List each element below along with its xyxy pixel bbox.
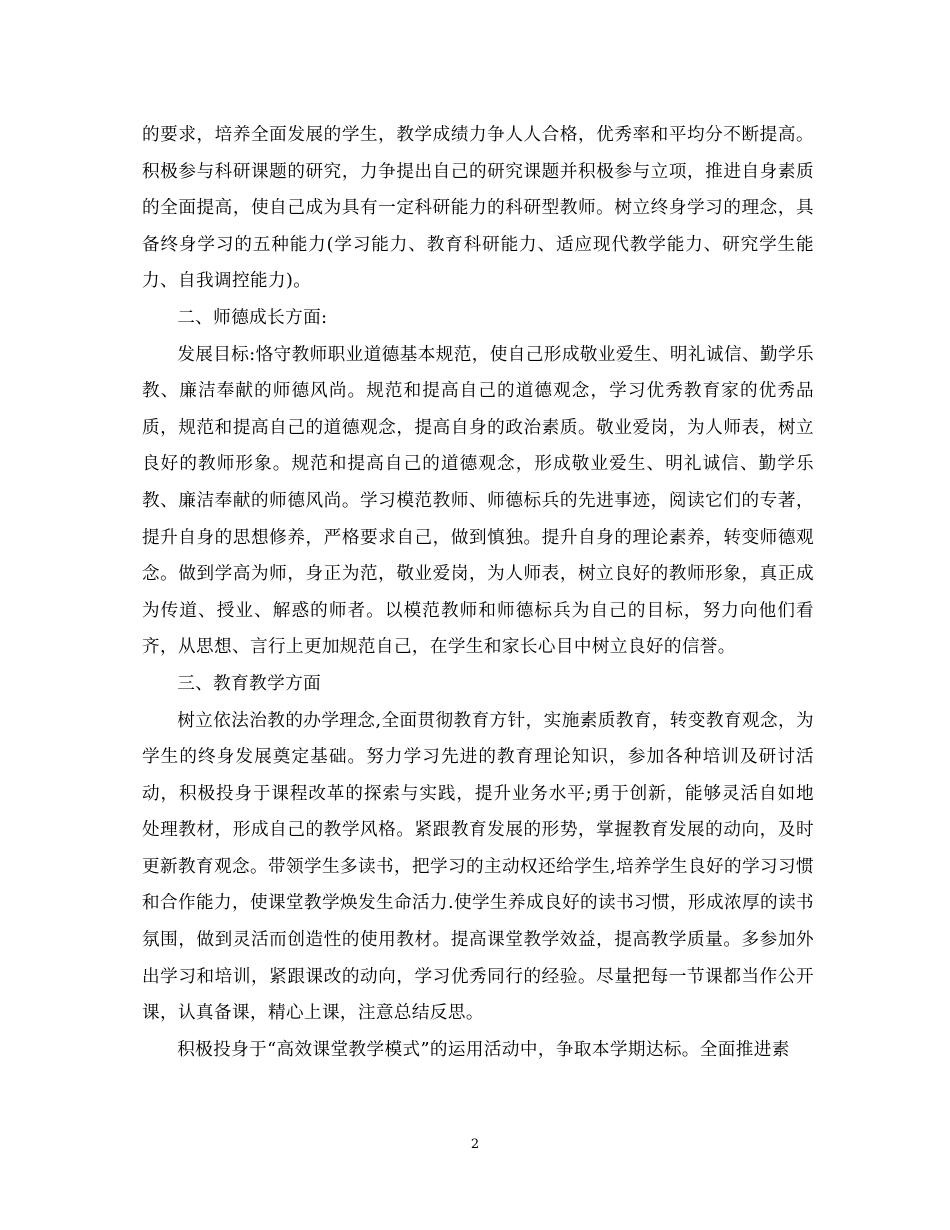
paragraph-teaching: 树立依法治教的办学理念,全面贯彻教育方针，实施素质教育，转变教育观念，为学生的终身发展奠定基础。努力学习先进的教育理论知识，参加各种培训及研讨活动，积极投身于课程改革的探索与实践，提升业务水平;勇于创新，能够灵活自如地处理教材，形成自己的教学风格。紧跟教育发展的形势，掌握教育发展的动向，及时更新教育观念。带领学生多读书，把学习的主动权还给学生,培养学生良好的学习习惯和合作能力，使课堂教学焕发生命活力.使学生养成良好的读书习惯，形成浓厚的读书氛围，做到灵活而创造性的使用教材。提高课堂教学效益，提高教学质量。多参加外出学习和培训，紧跟课改的动向，学习优秀同行的经验。尽量把每一节课都当作公开课，认真备课，精心上课，注意总结反思。 — [142, 710, 814, 1024]
page-number: 2 — [470, 1137, 480, 1152]
section-heading-ethics: 二、师德成长方面: — [177, 307, 328, 328]
paragraph-continuation: 的要求，培养全面发展的学生，教学成绩力争人人合格，优秀率和平均分不断提高。积极参与科研课题的研究，力争提出自己的研究课题并积极参与立项，推进自身素质的全面提高，使自己成为具有一定科研能力的科研型教师。树立终身学习的理念，具备终身学习的五种能力(学习能力、教育科研能力、适应现代教学能力、研究学生能力、自我调控能力)。 — [142, 125, 814, 292]
paragraph-ethics-goal: 发展目标:恪守教师职业道德基本规范，使自己形成敬业爱生、明礼诚信、勤学乐教、廉洁奉献的师德风尚。规范和提高自己的道德观念，学习优秀教育家的优秀品质，规范和提高自己的道德观念，提高自身的政治素质。敬业爱岗，为人师表，树立良好的教师形象。规范和提高自己的道德观念，形成敬业爱生、明礼诚信、勤学乐教、廉洁奉献的师德风尚。学习模范教师、师德标兵的先进事迹，阅读它们的专著，提升自身的思想修养，严格要求自己，做到慎独。提升自身的理论素养，转变师德观念。做到学高为师，身正为范，敬业爱岗，为人师表，树立良好的教师形象，真正成为传道、授业、解惑的师者。以模范教师和师德标兵为自己的目标，努力向他们看齐，从思想、言行上更加规范自己，在学生和家长心目中树立良好的信誉。 — [142, 344, 814, 658]
body-text — [142, 117, 814, 1068]
section-heading-teaching: 三、教育教学方面 — [177, 673, 322, 694]
paragraph-efficient-classroom: 积极投身于“高效课堂教学模式”的运用活动中，争取本学期达标。全面推进素 — [177, 1039, 790, 1060]
